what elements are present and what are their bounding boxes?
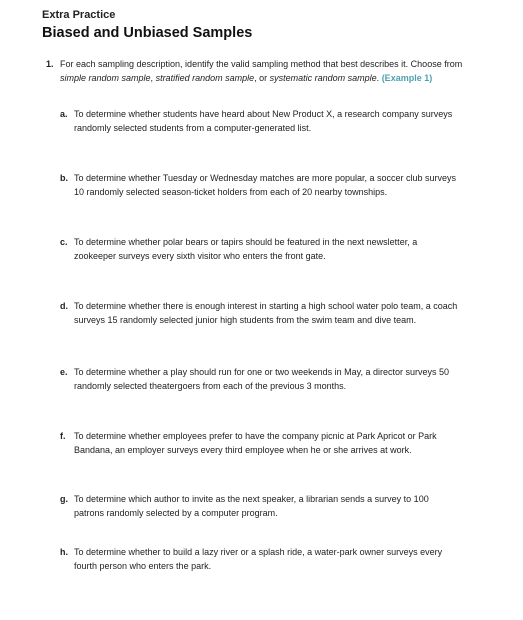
part-text: To determine whether polar bears or tapirs should be featured in the next newsletter, a zookeeper surveys every sixth visitor who enters the front gate. — [74, 237, 418, 261]
separator: . — [376, 73, 382, 83]
section-label: Extra Practice — [42, 9, 116, 21]
method-stratified-random: stratified random sample — [155, 73, 255, 83]
page-title: Biased and Unbiased Samples — [42, 25, 253, 41]
part-text: To determine whether there is enough interest in starting a high school water polo team, a coach surveys 15 randomly selected junior high students from the swim team and dive team. — [74, 301, 458, 325]
part-letter: h. — [60, 547, 68, 557]
part-letter: e. — [60, 367, 68, 377]
part-text: To determine which author to invite as the next speaker, a librarian sends a survey to 100 patrons randomly selected by a computer program. — [74, 494, 429, 518]
method-simple-random: simple random sample — [60, 73, 151, 83]
method-systematic-random: systematic random sample — [269, 73, 377, 83]
part-letter: g. — [60, 494, 68, 504]
separator: , or — [254, 73, 270, 83]
part-letter: f. — [60, 431, 66, 441]
question-number: 1. — [46, 59, 54, 69]
example-reference: (Example 1) — [381, 73, 433, 83]
part-letter: c. — [60, 237, 68, 247]
question-text — [60, 57, 480, 85]
part-text: To determine whether a play should run for one or two weekends in May, a director surveys 50 randomly selected theatergoers from each of the previous 3 months. — [74, 367, 450, 391]
part-text: To determine whether to build a lazy river or a splash ride, a water-park owner surveys every fourth person who enters the park. — [74, 547, 443, 571]
part-letter: a. — [60, 109, 68, 119]
part-letter: d. — [60, 301, 68, 311]
part-text: To determine whether employees prefer to have the company picnic at Park Apricot or Park Bandana, an employer surveys every third employee when he or she arrives at work. — [74, 431, 437, 455]
question-intro: For each sampling description, identify the valid sampling method that best describes it. Choose from — [60, 59, 463, 69]
part-letter: b. — [60, 173, 68, 183]
separator: , — [150, 73, 156, 83]
part-text: To determine whether students have heard about New Product X, a research company surveys randomly selected students from a computer-generated list. — [74, 109, 453, 133]
part-text: To determine whether Tuesday or Wednesday matches are more popular, a soccer club surveys 10 randomly selected season-ticket holders from each of 20 nearby townships. — [74, 173, 457, 197]
